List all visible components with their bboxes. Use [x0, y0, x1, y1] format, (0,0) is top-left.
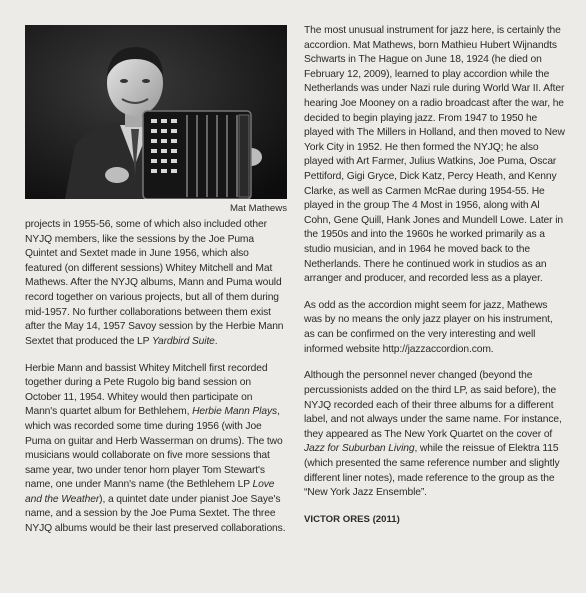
paragraph-text: , which was recorded some time during 1956 (with Joe Puma on guitar and Herb Wasserman on drums). The two musicians would collaborate on five more sessions that same year, two under tenor horn player Tom Stewart's name, one under Mann's name (the Bethlehem LP: [25, 406, 283, 491]
photo-caption: Mat Mathews: [229, 203, 287, 214]
paragraph: As odd as the accordion might seem for jazz, Mathews was by no means the only jazz player on his instrument, as can be confirmed on the very interesting and well informed website http://jazzaccordion.com.: [304, 299, 553, 355]
author-signature: VICTOR ORES (2011): [304, 513, 400, 525]
album-title: Love and the Weather: [25, 479, 275, 505]
album-title: Jazz for Suburban Living: [304, 443, 415, 455]
paragraph-text: , while the reissue of Elektra 115 (which presented the same reference number and slightly different liner notes), made reference to the group as the “New York Jazz Ensemble”.: [304, 443, 560, 499]
paragraph-text: Although the personnel never changed (beyond the percussionists added on the third LP, as said before), the NYJQ recorded each of their three albums for a different label, and not always under the same name. For instance, they appeared as The New York Quartet on the cover of: [304, 370, 562, 440]
paragraph-text: .: [214, 335, 218, 347]
accordion-player-photo-icon: [25, 25, 287, 199]
paragraph-text: Herbie Mann and bassist Whitey Mitchell first recorded together during a Pete Rugolo big band session on October 11, 1954. Whitey would then participate on Mann's quartet album for Bethlehem,: [25, 362, 268, 418]
paragraph: [25, 218, 287, 349]
left-column-text: [25, 218, 287, 549]
paragraph: [304, 369, 566, 500]
album-title: Herbie Mann Plays: [192, 406, 278, 418]
paragraph: The most unusual instrument for jazz here, is certainly the accordion. Mat Mathews, born Mathieu Hubert Wijnandts Schwarts in The Hague on June 18, 1924 (he died on February 12, 2009), learned to play accordion while the Netherlands was under Nazi rule during World War II. After hearing Joe Mooney on a radio broadcast after the war, he decided to begin playing jazz. From 1947 to 1950 he played with The Millers in Holland, and then moved to New York City in 1952. He then formed the NYJQ; he also played with Art Farmer, Julius Watkins, Joe Puma, Oscar Pettiford, Gigi Gryce, Dick Katz, Percy Heath, and Kenny Clarke, as well as Carmen McRae during 1954-55. He played in the group The 4 Most in 1956, along with Al Cohn, Gene Quill, Hank Jones and Mundell Lowe. Later in the 1950s and into the 1960s he worked primarily as a studio musician, and in 1964 he moved back to the Netherlands. There he continued work in studios as an arranger and producer, and recorded less as a player.: [304, 25, 565, 285]
paragraph-text: ), a quintet date under pianist Joe Saye's name, and a session by the Joe Puma Sextet. The three NYJQ albums would be their last preserved collaborations.: [25, 493, 286, 535]
album-title: Yardbird Suite: [151, 335, 215, 347]
photo-mat-mathews: [25, 25, 287, 199]
right-column-text: [304, 24, 566, 540]
paragraph: [25, 362, 287, 537]
paragraph-text: projects in 1955-56, some of which also included other NYJQ members, like the sessions by the Joe Puma Quintet and Sextet made in June 1956, which also featured (on different sessions) Whitey Mitchell and Mat Mathews. After the NYJQ albums, Mann and Puma would record together on various projects, but all of them during mid-1957. No further collaborations between them exist after the May 14, 1957 Savoy session by the Herbie Mann Sextet that produced the LP: [25, 219, 284, 347]
